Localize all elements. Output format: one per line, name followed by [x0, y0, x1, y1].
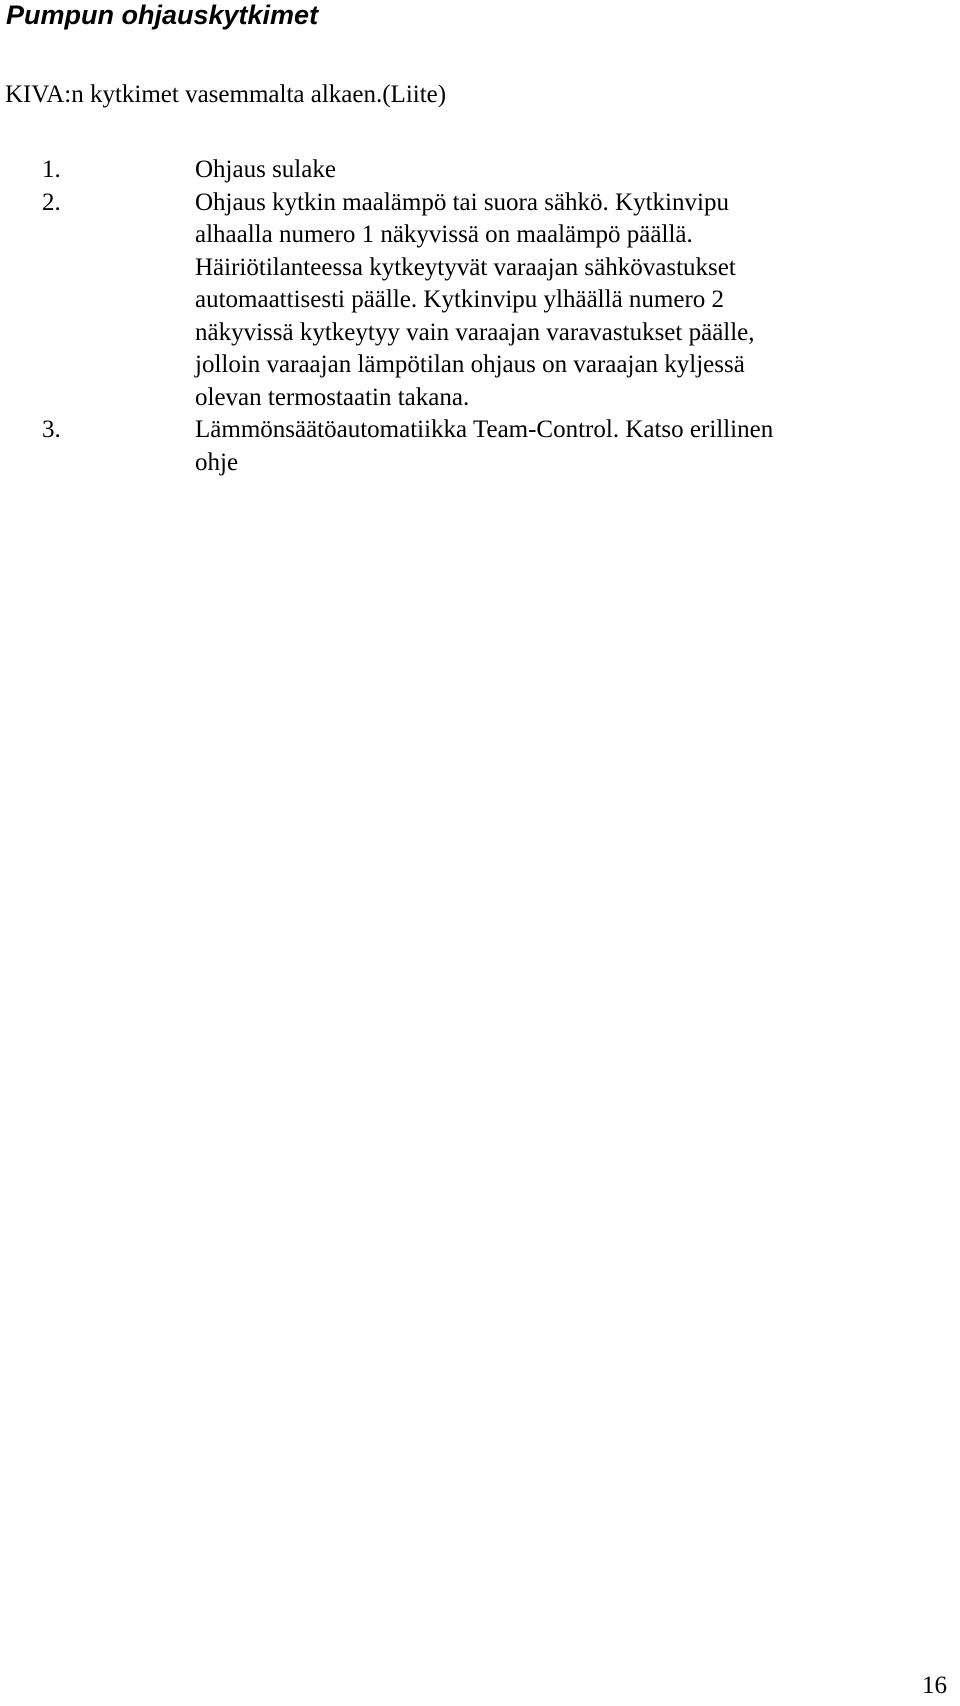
text-line: ohje	[195, 448, 239, 476]
text-line: Ohjaus sulake	[195, 156, 336, 183]
section-heading: Pumpun ohjauskytkimet	[6, 0, 319, 30]
list-item-number: 2.	[42, 188, 61, 216]
text-line: jolloin varaajan lämpötilan ohjaus on varaajan kyljessä	[195, 351, 745, 378]
list-item-text	[195, 414, 930, 479]
list-item	[0, 414, 960, 479]
list-item	[0, 154, 960, 187]
list-item-number: 3.	[42, 416, 61, 443]
text-line: Lämmönsäätöautomatiikka Team-Control. Katso erillinen	[195, 416, 774, 443]
page-number: 16	[922, 1672, 947, 1699]
text-line: automaattisesti päälle. Kytkinvipu ylhäällä numero 2	[195, 286, 725, 313]
list-item-number: 1.	[42, 156, 61, 183]
text-line: alhaalla numero 1 näkyvissä on maalämpö päällä.	[195, 221, 693, 248]
list-item-text	[195, 187, 930, 415]
switch-list	[0, 154, 960, 479]
text-line: Häiriötilanteessa kytkeytyvät varaajan sähkövastukset	[195, 253, 736, 281]
intro-paragraph: KIVA:n kytkimet vasemmalta alkaen.(Liite)	[5, 81, 447, 108]
text-line: Ohjaus kytkin maalämpö tai suora sähkö. Kytkinvipu	[195, 188, 729, 216]
text-line: olevan termostaatin takana.	[195, 383, 470, 411]
list-item	[0, 187, 960, 415]
list-item-text	[195, 154, 930, 187]
text-line: näkyvissä kytkeytyy vain varaajan varavastukset päälle,	[195, 318, 755, 346]
